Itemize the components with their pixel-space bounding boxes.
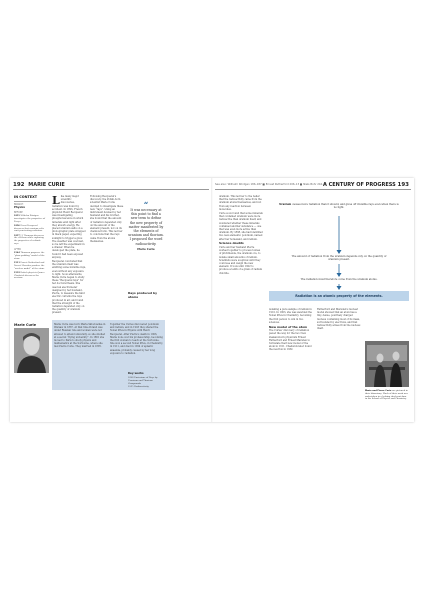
body-paragraph: isolating a pure sample of radium in 1910. In 1903, she was awarded the Nobel Prize in Chemistry, becoming the first person to win in two sciences. [269, 308, 312, 324]
right-header-rule [215, 189, 411, 190]
bio-title: Marie Curie [14, 323, 37, 327]
timeline-item: 1897 J.J. Thomson discovers the electron while exploring the properties of cathode rays. [14, 234, 44, 246]
diagram-box-quantity: The amount of radiation from the uranium depends only on the quantity of uranium present. [291, 255, 387, 262]
photo-caption: Marie and Pierre Curie are pictured in their laboratory. Much of their work was undertaken in a leaking shed next door to the School of Physics and Chemistry. [365, 390, 408, 401]
quote-mark-icon: “ [143, 200, 149, 210]
key-work-item: 1898 Emissions of Rays by Uranium and Thorium Compounds [128, 375, 158, 385]
timeline-item: 1896 Henri Becquerel discovers that uranium salts emit penetrating radiation. [14, 224, 44, 233]
bio-paragraph: Together the Curies discovered polonium and radium, and in 1903 they shared the Nobel Prize in Physics with Henri Becquerel. After Pierre’s death in 1906, Marie took over his professorship, becoming the first woman to teach at the Sorbonne. She won a second Nobel Prize, in Chemistry, in 1911, and died in 1934 of aplastic anaemia, probably caused by her long exposure to radiation. [110, 323, 163, 355]
page-gutter [211, 178, 213, 422]
body-paragraph: uranium. This led her to the belief that the radioactivity came from the uranium atoms themselves, and not from any reaction between molecules. [219, 195, 262, 211]
intro-column [52, 195, 86, 315]
subheading: Science doubts [219, 241, 244, 246]
in-context-title: IN CONTEXT [14, 195, 38, 199]
key-works [128, 371, 163, 388]
branch-value: Physics [14, 206, 25, 209]
left-page-header [13, 182, 65, 188]
diagram-box-atoms: The radiation must therefore come from the uranium atoms. [287, 278, 391, 281]
timeline-item: 1895 Wilhelm Röntgen investigates the properties of X-rays. [14, 214, 46, 223]
right-lower-column-1 [269, 308, 313, 416]
intro-paragraph: ike many major scientific discoveries, radiation was found by accident. In 1896, French physicist Henri Becquerel was investigating phosphorescence in which minerals emit light after they absorb energy. He placed uranium salts on a photographic plate wrapped in black paper, expecting sunlight to trigger a glow. The weather was overcast, so he left the experiment in a drawer. When he developed the plate, he found it had been exposed anyway. [52, 195, 86, 259]
right-chapter-title: A CENTURY OF PROGRESS [322, 182, 396, 188]
branch-label: BRANCH [14, 203, 24, 206]
in-context-panel [14, 195, 46, 313]
key-subsection [128, 291, 163, 300]
body-paragraph: The Curies’ discovery of radiation paved the way for the two New Zealand-born physicists Ernest Rutherford and Ernest Marsden to formulate their new model of the atom in 1911. Chadwick later found the neutron in 1932. [269, 329, 312, 352]
lab-photo [365, 341, 409, 387]
bio-paragraph: Marie Curie was born Maria Skłodowska in Warsaw in 1867. At that time Poland was under Russian rule and women were not allowed to attend university, so she studied at a secret “flying university”. In 1891 she moved to Paris to study physics and mathematics at the Sorbonne, where she met Pierre Curie. They married in 1895. [54, 323, 106, 349]
portrait-photo [14, 328, 49, 373]
left-page-number: 192 [13, 182, 25, 188]
flow-arrows [269, 198, 409, 298]
radiation-flow-diagram [269, 198, 409, 298]
curies-lab-photo [365, 341, 409, 387]
marie-curie-portrait [14, 328, 49, 373]
right-body-column [219, 195, 263, 347]
quote-author: Marie Curie [137, 247, 155, 252]
quote-text: It was necessary at this point to find a new term to define the new property of matter manifested by the elements of uranium and thorium. I proposed the word radioactivity. [128, 208, 164, 246]
body-paragraph: Curie soon found that some minerals that contained uranium were more radioactive than uranium itself, and wondered whether these minerals contained another substance — one that was even more active than uranium. By 1898, she had identified two new elements: polonium, named after her homeland, and radium. [219, 212, 263, 241]
body-paragraph: Rutherford and Marsden’s nuclear model showed that an atom has a tiny, dense, positively charged nucleus containing most of its mass, surrounded by electrons, and that radioactivity arises from the nucleus itself. [317, 308, 361, 331]
conclusion-banner: Radiation is an atomic property of the elements. [269, 291, 409, 301]
before-label: BEFORE [14, 210, 23, 214]
key-work-item: 1935 Radioactivity [128, 384, 149, 388]
book-spread [10, 178, 414, 422]
see-also: See also: Wilhelm Röntgen 186–187 ■ Ernest Rutherford 206–13 ■ Niels Bohr 216–21 [215, 183, 327, 186]
drop-cap: L [52, 195, 60, 207]
body-paragraph: Curie and her husband Pierre worked together to process tonnes of pitchblende, the uranium ore, to isolate small amounts of radium. Scientists were sceptical until they could see and weigh the new element. It took until 1902 to produce a tenth of a gram of radium chloride. [219, 246, 263, 275]
timeline-item: 1932 British physicist James Chadwick discovers the neutron. [14, 271, 45, 280]
pull-quote [128, 202, 164, 252]
timeline-item: 1911 Ernest Rutherford and Ernest Marsden produce the “nuclear model” of the atom. [14, 261, 45, 270]
right-page-number: 193 [397, 182, 409, 188]
left-header-rule [13, 189, 209, 190]
timeline-item: 1904 Thomson proposes the “plum pudding” model of the atom. [14, 251, 45, 260]
diagram-box-uranium: Uranium causes more radiation than it should, and gives off invisible rays even when there is no light. [279, 203, 399, 210]
bio-column-1 [54, 323, 106, 388]
after-label: AFTER [14, 247, 21, 251]
divider [14, 201, 46, 202]
subsection-title: Rays produced by atoms [128, 291, 158, 299]
right-lower-column-2 [317, 308, 361, 416]
key-works-title: Key works [128, 371, 144, 375]
left-chapter-title: MARIE CURIE [28, 182, 65, 188]
body-paragraph: Following Becquerel’s discovery, the Polish-born scientist Marie Curie decided to investigate these new “rays”. Using an instrument devised by her husband and his brother, she found that the amount of radiation depended only on the amount of the element present, not on its chemical form. This led her to conclude that the rays came from the atoms themselves. [90, 195, 124, 243]
subheading: New model of the atom [269, 324, 308, 329]
body-column [90, 195, 124, 315]
right-page-header [323, 182, 411, 188]
intro-paragraph: Becquerel concluded that the uranium itself was emitting some invisible rays, even without any exposure to light. Soon afterwards, Marie Curie began to study these “Becquerel rays” for her doctoral thesis. She used an electrometer designed by her husband, Pierre, to measure the faint electric currents the rays produced in air, and found that the strength of the radiation depended only on the quantity of uranium present. [52, 260, 86, 315]
